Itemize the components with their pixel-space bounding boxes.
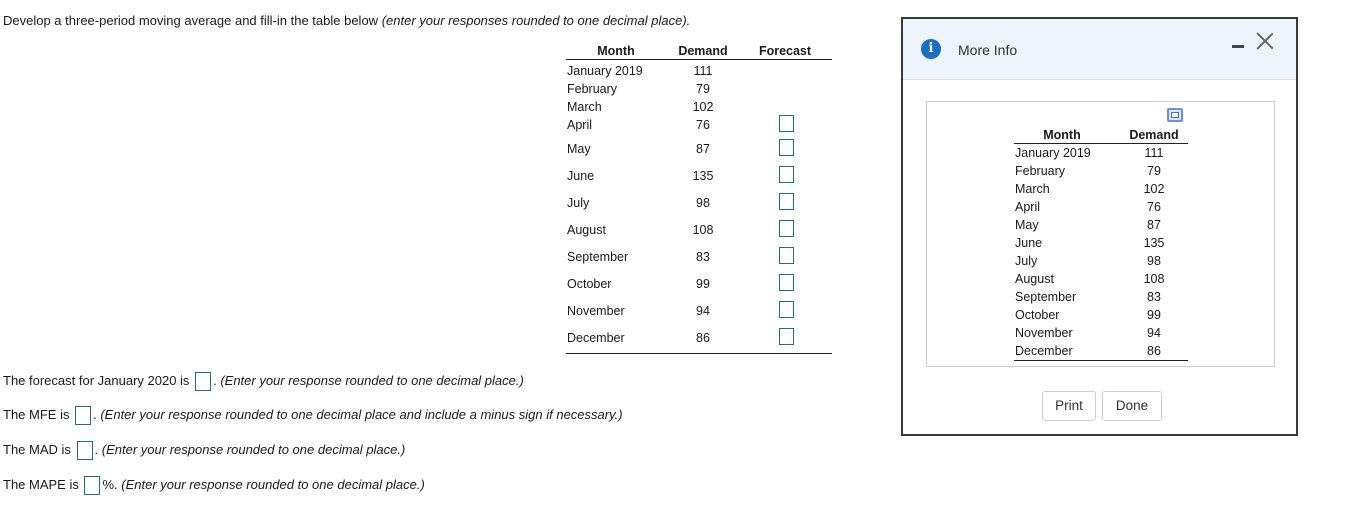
question-mfe <box>3 406 623 425</box>
forecast-suffix: . <box>213 372 217 388</box>
mfe-suffix: . <box>93 406 97 422</box>
dialog-table-row <box>1014 270 1188 288</box>
dialog-table-row <box>1014 162 1188 180</box>
dialog-table-row <box>1014 342 1188 360</box>
forecast-prefix: The forecast for January 2020 is <box>3 372 190 388</box>
row-demand: 79 <box>696 82 710 96</box>
mape-suffix: %. <box>102 476 118 492</box>
dialog-row-month: March <box>1015 182 1050 196</box>
dialog-row-month: February <box>1015 164 1066 178</box>
dialog-row-demand: 87 <box>1147 218 1161 232</box>
forecast-input[interactable] <box>779 274 794 291</box>
dialog-header <box>903 19 1296 80</box>
dialog-table-header <box>1014 126 1188 144</box>
dialog-row-month: August <box>1015 272 1054 286</box>
row-month: June <box>567 169 595 183</box>
dialog-row-demand: 94 <box>1147 326 1161 340</box>
row-demand: 98 <box>696 196 710 210</box>
mad-input[interactable] <box>77 441 93 460</box>
dialog-row-demand: 111 <box>1144 146 1164 160</box>
row-demand: 111 <box>693 64 713 78</box>
instructions <box>3 13 690 28</box>
dialog-row-month: May <box>1015 218 1039 232</box>
forecast-input[interactable] <box>195 372 211 391</box>
row-demand: 87 <box>696 142 710 156</box>
dialog-row-month: April <box>1015 200 1041 214</box>
info-icon: i <box>921 39 941 59</box>
done-button[interactable]: Done <box>1102 391 1162 421</box>
mad-suffix: . <box>94 441 99 457</box>
forecast-input[interactable] <box>779 220 794 237</box>
header-demand: Demand <box>678 44 728 58</box>
row-demand: 94 <box>696 304 710 318</box>
dialog-row-demand: 98 <box>1147 254 1161 268</box>
row-month: January 2019 <box>567 64 643 78</box>
dialog-row-month: December <box>1015 344 1073 358</box>
row-month: March <box>567 100 602 114</box>
row-month: February <box>567 82 618 96</box>
mape-hint: (Enter your response rounded to one decimal place.) <box>121 476 425 492</box>
forecast-input[interactable] <box>779 139 794 156</box>
mad-hint: (Enter your response rounded to one decimal place.) <box>101 441 406 457</box>
dialog-header-demand: Demand <box>1129 128 1179 142</box>
forecast-input[interactable] <box>779 247 794 264</box>
dialog-row-demand: 79 <box>1147 164 1161 178</box>
dialog-table-row <box>1014 144 1188 162</box>
dialog-row-demand: 76 <box>1147 200 1161 214</box>
mape-prefix: The MAPE is <box>3 476 79 492</box>
dialog-row-demand: 108 <box>1143 272 1165 286</box>
row-month: August <box>567 223 606 237</box>
more-info-dialog <box>901 17 1298 436</box>
instructions-text: Develop a three-period moving average and fill-in the table below <box>3 13 379 28</box>
close-icon[interactable] <box>1256 32 1274 50</box>
instructions-hint: (enter your responses rounded to one decimal place). <box>381 13 691 28</box>
row-demand: 83 <box>696 250 710 264</box>
forecast-input[interactable] <box>779 115 794 132</box>
forecast-input[interactable] <box>779 166 794 183</box>
mfe-input[interactable] <box>75 406 91 425</box>
question-mape <box>3 476 425 495</box>
moving-average-table <box>566 42 832 345</box>
dialog-row-demand: 102 <box>1143 182 1165 196</box>
question-mad <box>3 441 405 460</box>
row-month: July <box>567 196 590 210</box>
question-forecast <box>3 372 524 391</box>
row-month: October <box>567 277 612 291</box>
row-demand: 86 <box>696 331 710 345</box>
table-bottom-rule <box>566 353 832 354</box>
dialog-table-row <box>1014 216 1188 234</box>
dialog-table-row <box>1014 234 1188 252</box>
dialog-row-month: June <box>1015 236 1043 250</box>
dialog-table-bottom-rule <box>1014 360 1188 361</box>
dialog-title: More Info <box>958 42 1018 58</box>
dialog-data-panel <box>926 101 1275 367</box>
row-demand: 102 <box>692 100 714 114</box>
dialog-row-month: October <box>1015 308 1060 322</box>
forecast-input[interactable] <box>779 193 794 210</box>
print-button[interactable]: Print <box>1042 391 1096 421</box>
dialog-row-month: July <box>1015 254 1038 268</box>
row-demand: 76 <box>696 118 710 132</box>
dialog-row-month: September <box>1015 290 1077 304</box>
dialog-row-demand: 83 <box>1147 290 1161 304</box>
row-demand: 108 <box>692 223 714 237</box>
row-month: April <box>567 118 593 132</box>
mape-input[interactable] <box>84 476 100 495</box>
dialog-table-row <box>1014 324 1188 342</box>
forecast-input[interactable] <box>779 301 794 318</box>
mad-prefix: The MAD is <box>3 441 71 457</box>
forecast-input[interactable] <box>779 328 794 345</box>
forecast-hint: (Enter your response rounded to one decimal place.) <box>220 372 524 388</box>
row-month: September <box>567 250 629 264</box>
dialog-row-month: January 2019 <box>1015 146 1091 160</box>
row-demand: 99 <box>696 277 710 291</box>
table-header <box>566 42 832 60</box>
mfe-hint: (Enter your response rounded to one decimal place and include a minus sign if necessary.) <box>100 406 623 422</box>
dialog-table-row <box>1014 180 1188 198</box>
dialog-table-row <box>1014 288 1188 306</box>
dialog-row-demand: 99 <box>1147 308 1161 322</box>
copy-icon[interactable] <box>1167 108 1183 122</box>
dialog-row-demand: 135 <box>1143 236 1165 250</box>
mfe-prefix: The MFE is <box>3 406 70 422</box>
dialog-table-row <box>1014 306 1188 324</box>
dialog-data-table <box>1014 126 1188 361</box>
dialog-row-demand: 86 <box>1147 344 1161 358</box>
dialog-header-month: Month <box>1043 128 1081 142</box>
row-month: November <box>567 304 625 318</box>
dialog-table-row <box>1014 252 1188 270</box>
row-demand: 135 <box>692 169 714 183</box>
minimize-icon[interactable] <box>1232 45 1244 48</box>
dialog-table-row <box>1014 198 1188 216</box>
row-month: December <box>567 331 625 345</box>
dialog-row-month: November <box>1015 326 1073 340</box>
header-forecast: Forecast <box>758 44 812 58</box>
row-month: May <box>567 142 591 156</box>
header-month: Month <box>597 44 635 58</box>
